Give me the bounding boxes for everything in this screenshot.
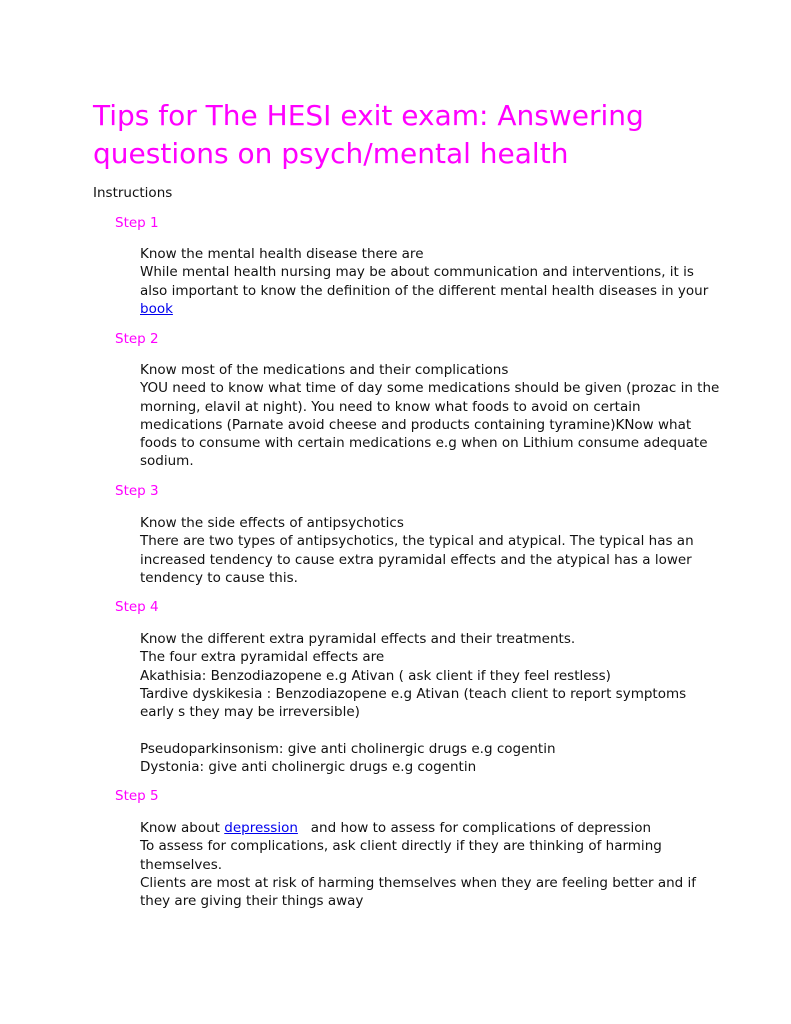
step-4-line-2: The four extra pyramidal effects are bbox=[140, 649, 385, 666]
step-1-heading: Step 1 bbox=[115, 215, 159, 231]
step-3-line-1: Know the side effects of antipsychotics bbox=[140, 515, 404, 531]
step-2-body bbox=[140, 361, 720, 471]
step-5-line-1-post: and how to assess for complications of depression bbox=[297, 820, 652, 836]
step-2-line-2: YOU need to know what time of day some medications should be given (prozac in the morning, elavil at night). You need to know what foods to avoid on certain medications (Parnate avoid cheese and products containing tyramine)KNow what foods to consume with certain medications e.g when on Lithium consume adequate sodium. bbox=[140, 380, 720, 470]
page-title: Tips for The HESI exit exam: Answering questions on psych/mental health bbox=[93, 99, 644, 170]
step-2-line-1: Know most of the medications and their complications bbox=[140, 362, 509, 378]
step-5-line-1-pre: Know about bbox=[140, 820, 225, 836]
step-1-line-2 bbox=[140, 263, 720, 318]
step-3-line-2: There are two types of antipsychotics, the typical and atypical. The typical has an increased tendency to cause extra pyramidal effects and the atypical has a lower tendency to cause this. bbox=[140, 533, 694, 586]
step-5-body bbox=[140, 819, 720, 910]
step-4-heading: Step 4 bbox=[115, 599, 159, 615]
step-1-line-1: Know the mental health disease there are bbox=[140, 246, 424, 262]
step-2-heading: Step 2 bbox=[115, 331, 159, 347]
step-5-line-3: Clients are most at risk of harming themselves when they are feeling better and if they are giving their things away bbox=[140, 874, 697, 910]
depression-link[interactable]: depression bbox=[224, 820, 298, 836]
book-link[interactable]: book bbox=[140, 300, 173, 317]
step-4-line-1: Know the different extra pyramidal effects and their treatments. bbox=[140, 631, 576, 647]
step-1-body bbox=[140, 245, 720, 318]
step-4-line-3: Akathisia: Benzodiazopene e.g Ativan ( ask client if they feel restless) bbox=[140, 667, 611, 684]
step-4-line-4: Tardive dyskikesia : Benzodiazopene e.g Ativan (teach client to report symptoms early s they may be irreversible) bbox=[140, 685, 687, 721]
step-4-line-6: Dystonia: give anti cholinergic drugs e.g cogentin bbox=[140, 759, 477, 776]
instructions-label: Instructions bbox=[93, 185, 173, 201]
step-5-line-2: To assess for complications, ask client directly if they are thinking of harming themselves. bbox=[140, 838, 662, 873]
step-3-body bbox=[140, 514, 720, 587]
step-1-line-2-text: While mental health nursing may be about communication and interventions, it is also important to know the definition of the different mental health diseases in your bbox=[140, 264, 709, 299]
step-5-heading: Step 5 bbox=[115, 788, 159, 804]
paragraph-gap bbox=[140, 721, 720, 739]
step-4-line-5: Pseudoparkinsonism: give anti cholinergic drugs e.g cogentin bbox=[140, 740, 556, 757]
step-3-heading: Step 3 bbox=[115, 483, 159, 499]
step-4-body bbox=[140, 630, 720, 776]
step-5-line-1 bbox=[140, 819, 720, 837]
